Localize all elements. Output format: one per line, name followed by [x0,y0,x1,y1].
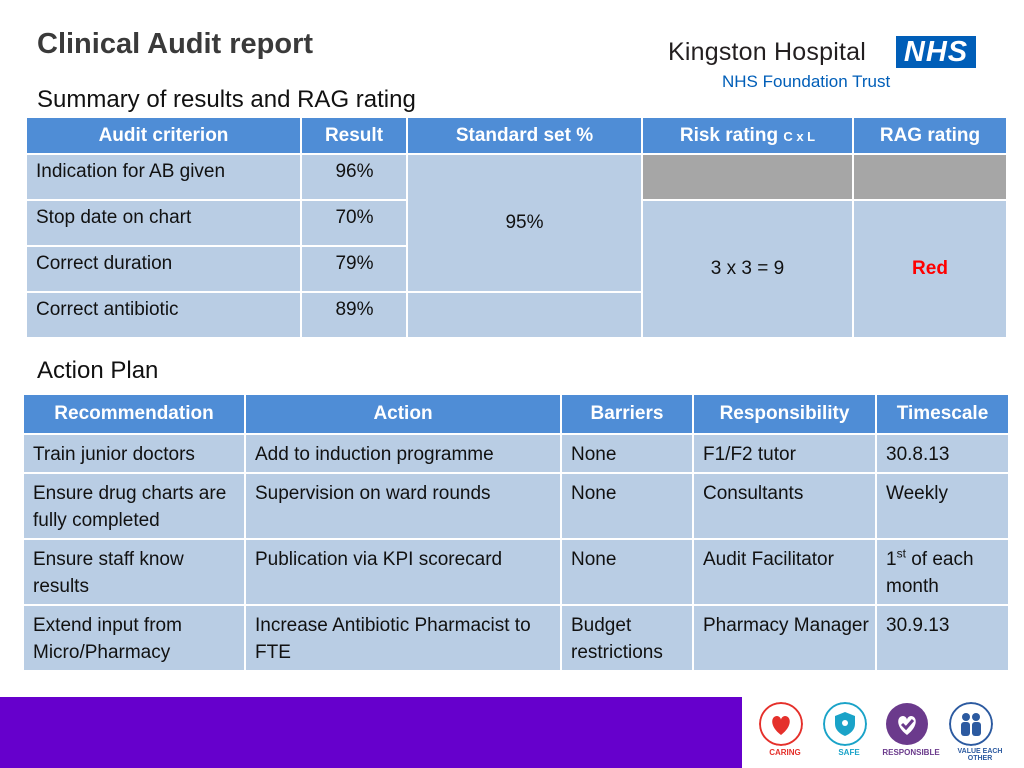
col-result: Result [301,117,407,154]
responsible-label: RESPONSIBLE [882,748,940,757]
barriers-cell: None [561,473,693,539]
col-barriers: Barriers [561,394,693,434]
action-cell: Supervision on ward rounds [245,473,561,539]
safe-lock-icon [823,702,867,746]
timescale-cell: 30.8.13 [876,434,1009,473]
nhs-logo: NHS [896,36,976,68]
col-responsibility: Responsibility [693,394,876,434]
col-risk-rating [642,117,853,154]
risk-rating-label: Risk rating [679,124,779,146]
timescale-num: 1 [886,549,897,570]
caring-label: CARING [769,748,801,757]
timescale-cell: Weekly [876,473,1009,539]
summary-header-row [26,117,1007,154]
table-row [23,605,1009,671]
col-audit-criterion: Audit criterion [26,117,301,154]
table-row [23,539,1009,605]
timescale-cell: 30.9.13 [876,605,1009,671]
standard-cell: 95% [407,154,642,292]
risk-rating-formula: C x L [783,128,816,144]
standard-filler-cell [407,292,642,338]
table-row [23,473,1009,539]
value-people-icon [949,702,993,746]
summary-subtitle: Summary of results and RAG rating [37,86,416,113]
action-header-row [23,394,1009,434]
result-cell: 79% [301,246,407,292]
col-action: Action [245,394,561,434]
timescale-rest: of each month [886,549,974,597]
responsibility-cell: Pharmacy Manager [693,605,876,671]
recommendation-cell: Ensure staff know results [23,539,245,605]
criterion-cell: Indication for AB given [26,154,301,200]
barriers-cell: None [561,434,693,473]
kingston-hospital-logo [668,34,980,94]
rag-empty-cell [853,154,1007,200]
criterion-cell: Stop date on chart [26,200,301,246]
value-each-other-label: VALUE EACH OTHER [957,748,1003,762]
col-timescale: Timescale [876,394,1009,434]
summary-table [25,116,1008,339]
caring-heart-icon [759,702,803,746]
footer-bar [0,697,742,768]
responsibility-cell: F1/F2 tutor [693,434,876,473]
action-plan-title: Action Plan [37,357,159,384]
col-standard-set: Standard set % [407,117,642,154]
risk-empty-cell [642,154,853,200]
value-caring [755,698,811,766]
col-rag-rating: RAG rating [853,117,1007,154]
timescale-cell [876,539,1009,605]
result-cell: 89% [301,292,407,338]
value-responsible [881,698,940,766]
action-plan-table [22,393,1010,672]
responsibility-cell: Audit Facilitator [693,539,876,605]
barriers-cell: None [561,539,693,605]
criterion-cell: Correct antibiotic [26,292,301,338]
result-cell: 70% [301,200,407,246]
page-title: Clinical Audit report [37,28,314,60]
barriers-cell: Budget restrictions [561,605,693,671]
criterion-cell: Correct duration [26,246,301,292]
responsibility-cell: Consultants [693,473,876,539]
logo-trust: NHS Foundation Trust [722,72,891,91]
trust-values [755,698,1017,766]
recommendation-cell: Ensure drug charts are fully completed [23,473,245,539]
col-recommendation: Recommendation [23,394,245,434]
table-row [23,434,1009,473]
timescale-sup: st [896,546,906,561]
logo-name: Kingston Hospital [668,38,866,66]
risk-cell: 3 x 3 = 9 [642,200,853,338]
action-cell: Publication via KPI scorecard [245,539,561,605]
safe-label: SAFE [838,748,860,757]
recommendation-cell: Extend input from Micro/Pharmacy [23,605,245,671]
table-row [26,154,1007,200]
responsible-heart-icon [885,702,929,746]
value-each-other [945,698,1015,766]
action-cell: Add to induction programme [245,434,561,473]
value-safe [819,698,875,766]
result-cell: 96% [301,154,407,200]
action-cell: Increase Antibiotic Pharmacist to FTE [245,605,561,671]
rag-cell: Red [853,200,1007,338]
recommendation-cell: Train junior doctors [23,434,245,473]
